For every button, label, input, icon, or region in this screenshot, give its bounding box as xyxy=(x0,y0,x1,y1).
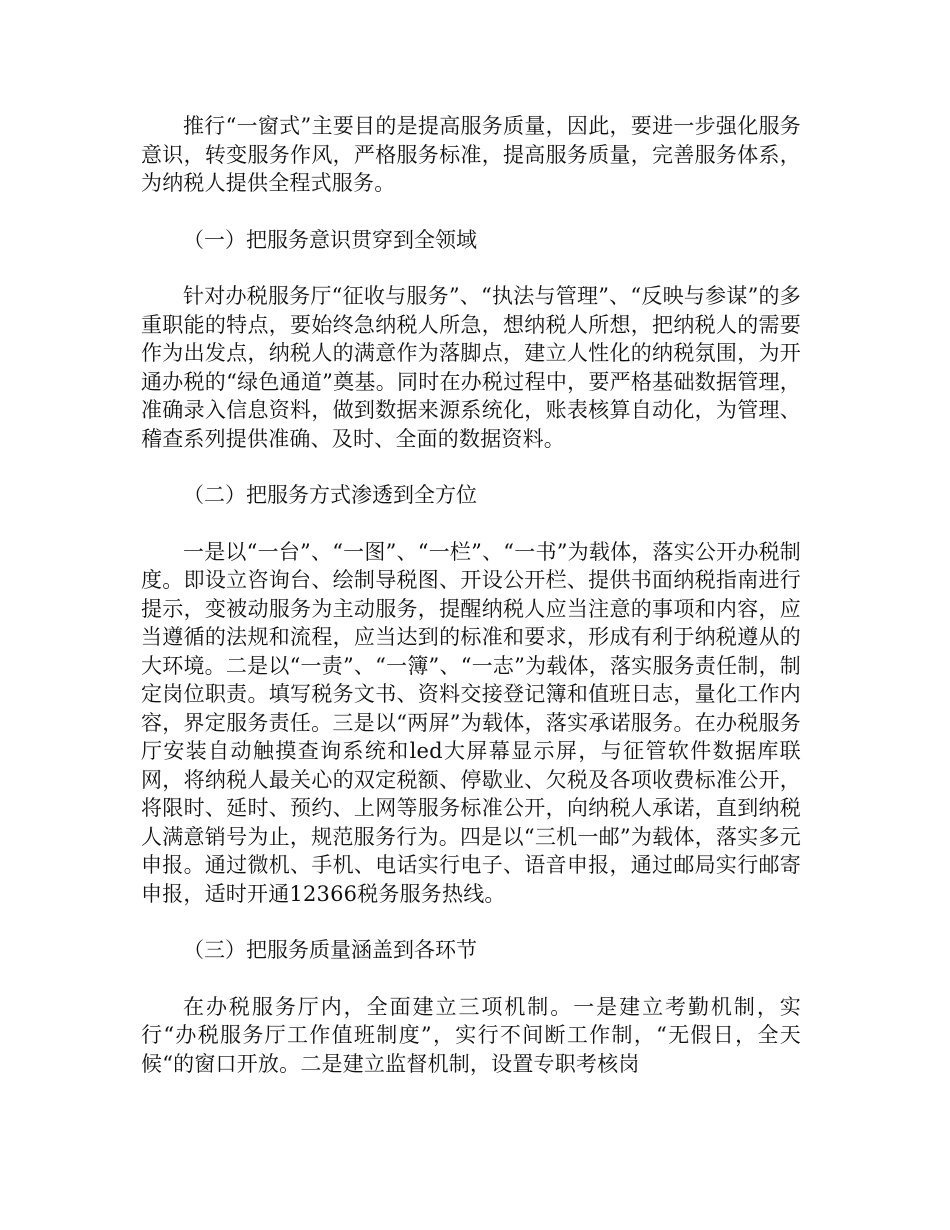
section-heading-3: （三）把服务质量涵盖到各环节 xyxy=(183,938,477,962)
section-heading-2: （二）把服务方式渗透到全方位 xyxy=(183,483,477,507)
paragraph-gap xyxy=(141,510,801,538)
intro-paragraph: 推行“一窗式”主要目的是提高服务质量，因此，要进一步强化服务意识，转变服务作风，严格服务标准，提高服务质量，完善服务体系，为纳税人提供全程式服务。 xyxy=(141,114,801,195)
section-body-1: 针对办税服务厅“征收与服务”、“执法与管理”、“反映与参谋”的多重职能的特点，要始终急纳税人所急，想纳税人所想，把纳税人的需要作为出发点，纳税人的满意作为落脚点，建立人性化的纳税氛围，为开通办税的“绿色通道”奠基。同时在办税过程中，要严格基础数据管理，准确录入信息资料，做到数据来源系统化，账表核算自动化，为管理、稽查系列提供准确、及时、全面的数据资料。 xyxy=(141,284,801,451)
section-body-2: 一是以“一台”、“一图”、“一栏”、“一书”为载体，落实公开办税制度。即设立咨询台、绘制导税图、开设公开栏、提供书面纳税指南进行提示，变被动服务为主动服务，提醒纳税人应当注意的事项和内容，应当遵循的法规和流程，应当达到的标准和要求，形成有利于纳税遵从的大环境。二是以“一责”、“一簿”、“一志”为载体，落实服务责任制，制定岗位职责。填写税务文书、资料交接登记簿和值班日志，量化工作内容，界定服务责任。三是以“两屏”为载体，落实承诺服务。在办税服务厅安装自动触摸查询系统和led大屏幕显示屏，与征管软件数据库联网，将纳税人最关心的双定税额、停歇业、欠税及各项收费标准公开，将限时、延时、预约、上网等服务标准公开，向纳税人承诺，直到纳税人满意销号为止，规范服务行为。四是以“三机一邮”为载体，落实多元申报。通过微机、手机、电话实行电子、语音申报，通过邮局实行邮寄申报，适时开通12366税务服务热线。 xyxy=(141,539,801,906)
paragraph-gap xyxy=(141,254,801,282)
section-body-3: 在办税服务厅内，全面建立三项机制。一是建立考勤机制，实行“办税服务厅工作值班制度”，实行不间断工作制，“无假日，全天候“的窗口开放。二是建立监督机制，设置专职考核岗 xyxy=(141,994,801,1076)
paragraph-gap xyxy=(141,965,801,993)
paragraph-gap xyxy=(141,198,801,226)
paragraph-gap xyxy=(141,453,801,481)
section-heading-1: （一）把服务意识贯穿到全领域 xyxy=(183,227,477,252)
paragraph-gap xyxy=(141,908,801,936)
document-page xyxy=(141,112,801,1078)
